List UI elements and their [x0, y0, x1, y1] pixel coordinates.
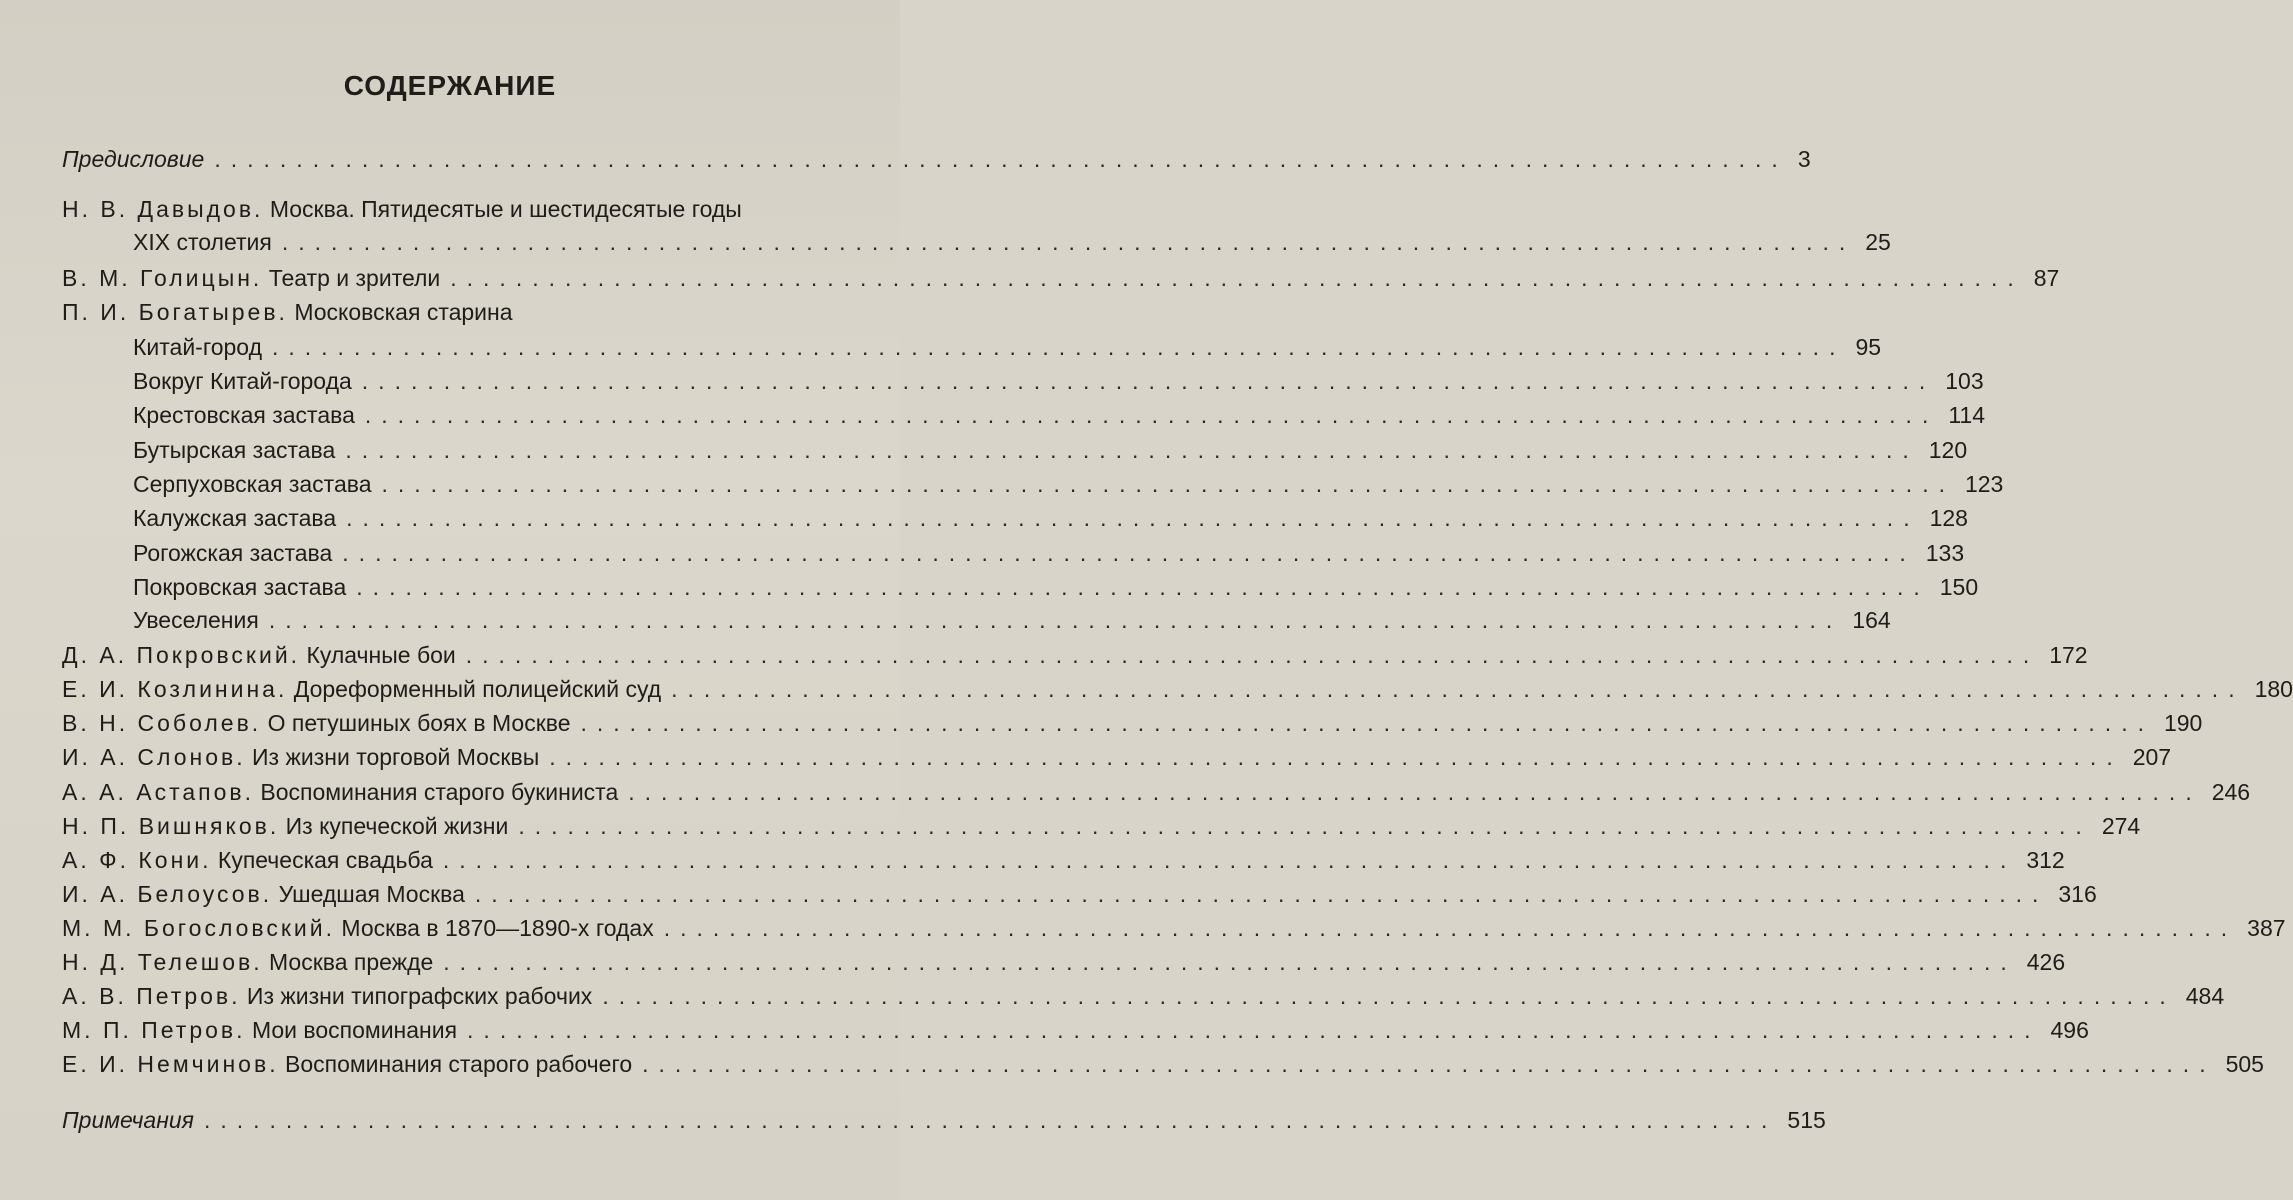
page-number: 274: [2101, 813, 2141, 839]
page-number: 128: [1929, 505, 1968, 531]
toc-entry: [62, 675, 2293, 703]
entry-author: Д. А. Покровский.: [62, 642, 301, 668]
page-number: 387: [2247, 915, 2286, 941]
dot-leader: ................................................................................................: [361, 368, 1936, 394]
page-number: 172: [2049, 642, 2088, 668]
dot-leader: ................................................................................................: [203, 1107, 1778, 1133]
entry-author: А. В. Петров.: [62, 983, 241, 1009]
entry-title: Купеческая свадьба: [217, 847, 433, 873]
entry-author: Н. Д. Телешов.: [62, 949, 263, 975]
entry-author: Н. В. Давыдов.: [62, 196, 264, 222]
toc-entry: [62, 846, 2065, 874]
toc-entry: [62, 1050, 2264, 1078]
dot-leader: ................................................................................................: [443, 949, 2017, 975]
entry-title: Китай-город: [133, 334, 262, 360]
toc-entry: [62, 743, 2172, 771]
dot-leader: ................................................................................................: [663, 915, 2238, 941]
dot-leader: ................................................................................................: [549, 744, 2123, 770]
toc-entry-preface: [62, 145, 1811, 173]
dot-leader: ................................................................................................: [346, 505, 1920, 531]
page-number: 312: [2026, 847, 2065, 873]
toc-entry: [62, 778, 2251, 806]
toc-subentry: [133, 539, 1965, 567]
page-number: 207: [2132, 744, 2172, 770]
entry-author: М. П. Петров.: [62, 1017, 246, 1043]
entry-author: Е. И. Немчинов.: [62, 1051, 279, 1077]
dot-leader: ................................................................................................: [345, 437, 1919, 463]
toc-entry: [62, 948, 2066, 976]
entry-title: Театр и зрители: [268, 265, 441, 291]
page-number: 133: [1925, 540, 1965, 566]
entry-author: М. М. Богословский.: [62, 915, 336, 941]
entry-title: Увеселения: [133, 607, 259, 633]
page-number: 505: [2225, 1051, 2264, 1077]
toc-entry: [62, 982, 2225, 1010]
entry-title: Вокруг Китай-города: [133, 368, 352, 394]
toc-subentry: [133, 401, 1985, 429]
entry-title: О петушиных боях в Москве: [267, 710, 571, 736]
entry-author: А. А. Астапов.: [62, 779, 255, 805]
toc-subentry: [133, 470, 2004, 498]
page-number: 103: [1945, 368, 1984, 394]
page-number: 426: [2026, 949, 2066, 975]
page-number: 164: [1852, 607, 1891, 633]
entry-title: Из купеческой жизни: [285, 813, 509, 839]
dot-leader: ................................................................................................: [580, 710, 2154, 736]
dot-leader: ................................................................................................: [642, 1051, 2216, 1077]
page-number: 87: [2033, 265, 2060, 291]
entry-title: Покровская застава: [133, 574, 347, 600]
page-number: 246: [2211, 779, 2251, 805]
toc-entry: [62, 880, 2097, 908]
toc-entry: [62, 298, 862, 326]
dot-leader: ................................................................................................: [342, 540, 1916, 566]
toc-subentry: [133, 504, 1968, 532]
dot-leader: ................................................................................................: [381, 471, 1955, 497]
toc-subentry: [133, 436, 1968, 464]
toc-entry: [62, 195, 862, 223]
entry-title: XIX столетия: [133, 229, 272, 255]
toc-entry: [62, 641, 2088, 669]
dot-leader: ................................................................................................: [602, 983, 2176, 1009]
entry-author: Е. И. Козлинина.: [62, 676, 288, 702]
entry-title: Калужская застава: [133, 505, 337, 531]
page-number: 120: [1928, 437, 1968, 463]
page-number: 150: [1939, 574, 1979, 600]
dot-leader: ................................................................................................: [671, 676, 2245, 702]
entry-author: А. Ф. Кони.: [62, 847, 212, 873]
page-number: 25: [1865, 229, 1891, 255]
page-title: СОДЕРЖАНИЕ: [343, 70, 557, 101]
entry-title: Ушедшая Москва: [278, 881, 465, 907]
dot-leader: ................................................................................................: [474, 881, 2049, 907]
entry-title: Бутырская застава: [133, 437, 336, 463]
entry-author: В. М. Голицын.: [62, 265, 263, 291]
page-number: 316: [2058, 881, 2097, 907]
entry-author: И. А. Слонов.: [62, 744, 246, 770]
entry-author: В. Н. Соболев.: [62, 710, 262, 736]
entry-title: Крестовская застава: [133, 402, 355, 428]
page-number: 496: [2050, 1017, 2089, 1043]
entry-title: Воспоминания старого рабочего: [284, 1051, 633, 1077]
toc-entry: [62, 264, 2060, 292]
entry-author: И. А. Белоусов.: [62, 881, 273, 907]
page-number: 515: [1787, 1107, 1826, 1133]
page-number: 180: [2254, 676, 2293, 702]
toc-entry: [62, 812, 2141, 840]
entry-title: Рогожская застава: [133, 540, 333, 566]
entry-title: Серпуховская застава: [133, 471, 372, 497]
toc-entry: [62, 914, 2286, 942]
toc-subentry: [133, 367, 1984, 395]
toc-entry: [62, 1016, 2089, 1044]
page-number: 123: [1964, 471, 2004, 497]
entry-title: Предисловие: [62, 146, 205, 172]
dot-leader: ................................................................................................: [442, 847, 2017, 873]
toc-entry: [62, 709, 2203, 737]
page-number: 114: [1948, 402, 1985, 428]
dot-leader: ................................................................................................: [450, 265, 2024, 291]
entry-title: Кулачные бои: [306, 642, 456, 668]
dot-leader: ................................................................................................: [214, 146, 1788, 172]
entry-title: Москва в 1870—1890-х годах: [341, 915, 654, 941]
entry-title: Московская старина: [294, 299, 513, 325]
entry-title: Воспоминания старого букиниста: [260, 779, 619, 805]
entry-title: Москва. Пятидесятые и шестидесятые годы: [269, 196, 742, 222]
toc-entry-notes: [62, 1106, 1826, 1134]
dot-leader: ................................................................................................: [628, 779, 2202, 805]
toc-subentry: [133, 573, 1979, 601]
entry-title: Примечания: [62, 1107, 194, 1133]
entry-title: Дореформенный полицейский суд: [293, 676, 662, 702]
dot-leader: ................................................................................................: [268, 607, 1843, 633]
dot-leader: ................................................................................................: [281, 229, 1856, 255]
dot-leader: ................................................................................................: [518, 813, 2092, 839]
toc-subentry: [133, 333, 1882, 361]
dot-leader: ................................................................................................: [356, 574, 1930, 600]
page-number: 3: [1797, 146, 1811, 172]
page-number: 484: [2185, 983, 2225, 1009]
entry-author: Н. П. Вишняков.: [62, 813, 280, 839]
page-number: 95: [1855, 334, 1882, 360]
entry-author: П. И. Богатырев.: [62, 299, 288, 325]
dot-leader: ................................................................................................: [364, 402, 1939, 428]
page-number: 190: [2163, 710, 2203, 736]
dot-leader: ................................................................................................: [465, 642, 2040, 668]
entry-title: Из жизни торговой Москвы: [252, 744, 540, 770]
toc-entry-continuation: [133, 228, 1891, 256]
dot-leader: ................................................................................................: [272, 334, 1846, 360]
entry-title: Из жизни типографских рабочих: [246, 983, 593, 1009]
dot-leader: ................................................................................................: [467, 1017, 2041, 1043]
toc-subentry: [133, 606, 1891, 634]
entry-title: Мои воспоминания: [251, 1017, 458, 1043]
entry-title: Москва прежде: [269, 949, 434, 975]
